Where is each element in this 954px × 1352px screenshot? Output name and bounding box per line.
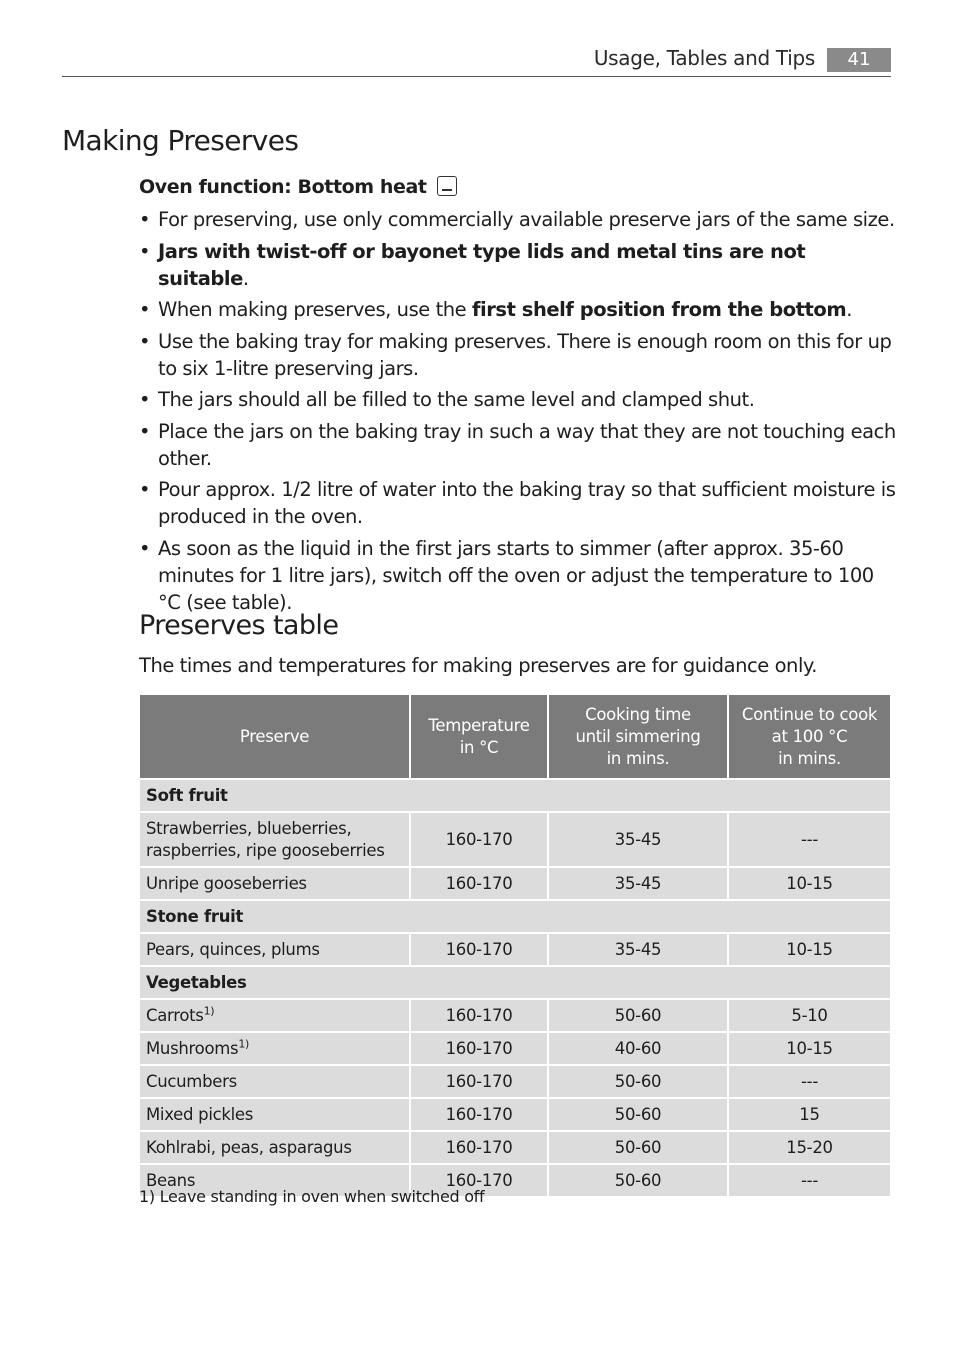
- cell-cook: 35-45: [548, 867, 728, 900]
- header-continue-cook: Continue to cook at 100 °C in mins.: [728, 694, 891, 779]
- bullet-item: [139, 386, 899, 413]
- table-row: [139, 933, 891, 966]
- cell-continue: 5-10: [728, 999, 891, 1032]
- bullet-bold-text: Jars with twist-off or bayonet type lids and metal tins are not suitable: [158, 239, 806, 290]
- cell-temp: 160-170: [410, 1164, 548, 1197]
- table-header-row: [139, 694, 891, 779]
- cell-temp: 160-170: [410, 1032, 548, 1065]
- header-cooking-time: Cooking time until simmering in mins.: [548, 694, 728, 779]
- bullet-bold-text: first shelf position from the bottom: [471, 298, 847, 321]
- cell-preserve: Pears, quinces, plums: [139, 933, 410, 966]
- cell-cook: 35-45: [548, 933, 728, 966]
- oven-function-heading: [139, 176, 457, 198]
- bullet-text: When making preserves, use the: [158, 298, 472, 321]
- table-row: [139, 1032, 891, 1065]
- cell-continue: ---: [728, 812, 891, 867]
- bullet-item: [139, 238, 899, 292]
- header-preserve: Preserve: [139, 694, 410, 779]
- cell-preserve: Unripe gooseberries: [139, 867, 410, 900]
- cell-cook: 50-60: [548, 1164, 728, 1197]
- cell-temp: 160-170: [410, 933, 548, 966]
- bullet-text: As soon as the liquid in the first jars starts to simmer (after approx. 35-60 minutes for 1 litre jars), switch off the oven or adjust the temperature to 100 °C (see table).: [158, 536, 874, 614]
- cell-temp: 160-170: [410, 1131, 548, 1164]
- bullet-text: The jars should all be filled to the same level and clamped shut.: [158, 388, 755, 411]
- bullet-text: Place the jars on the baking tray in such a way that they are not touching each other.: [158, 419, 896, 470]
- bottom-heat-icon: [437, 176, 457, 196]
- cell-cook: 50-60: [548, 1131, 728, 1164]
- bullet-item: [139, 328, 899, 382]
- header-temperature: Temperature in °C: [410, 694, 548, 779]
- cell-continue: 10-15: [728, 933, 891, 966]
- table-row: [139, 999, 891, 1032]
- cell-preserve: Carrots$^{1)}$: [139, 999, 410, 1032]
- cell-continue: 15-20: [728, 1131, 891, 1164]
- cell-preserve: Kohlrabi, peas, asparagus: [139, 1131, 410, 1164]
- category-soft-fruit: Soft fruit: [139, 779, 891, 812]
- cell-temp: 160-170: [410, 999, 548, 1032]
- category-stone-fruit: Stone fruit: [139, 900, 891, 933]
- cell-preserve: Mixed pickles: [139, 1098, 410, 1131]
- category-vegetables: Vegetables: [139, 966, 891, 999]
- cell-cook: 50-60: [548, 1065, 728, 1098]
- bullet-item: [139, 418, 899, 472]
- table-row: [139, 1098, 891, 1131]
- cell-continue: 10-15: [728, 867, 891, 900]
- section-name: Usage, Tables and Tips: [593, 46, 815, 70]
- cell-continue: 15: [728, 1098, 891, 1131]
- cell-cook: 50-60: [548, 999, 728, 1032]
- bullet-text: .: [242, 266, 249, 290]
- cell-temp: 160-170: [410, 1065, 548, 1098]
- cell-preserve: Strawberries, blueberries, raspberries, ripe gooseberries: [139, 812, 410, 867]
- table-title: Preserves table: [139, 610, 339, 641]
- cell-preserve: Beans: [139, 1164, 410, 1197]
- page-header: [62, 46, 891, 77]
- cell-preserve: Cucumbers: [139, 1065, 410, 1098]
- preserves-table: [138, 693, 892, 1198]
- cell-continue: 10-15: [728, 1032, 891, 1065]
- category-row: [139, 966, 891, 999]
- cell-continue: ---: [728, 1164, 891, 1197]
- bullet-item: [139, 476, 899, 530]
- footnote: 1) Leave standing in oven when switched off: [139, 1187, 485, 1206]
- page-number: 41: [827, 48, 891, 72]
- category-row: [139, 900, 891, 933]
- cell-continue: ---: [728, 1065, 891, 1098]
- table-intro: The times and temperatures for making preserves are for guidance only.: [139, 654, 817, 677]
- table-row: [139, 1065, 891, 1098]
- bullet-text: Pour approx. 1/2 litre of water into the baking tray so that sufficient moisture is produced in the oven.: [158, 478, 896, 528]
- bullet-item: [139, 535, 899, 616]
- category-row: [139, 779, 891, 812]
- bullet-text: .: [846, 298, 852, 321]
- cell-cook: 40-60: [548, 1032, 728, 1065]
- bullet-text: For preserving, use only commercially available preserve jars of the same size.: [158, 208, 895, 231]
- instruction-list: [139, 206, 899, 620]
- cell-cook: 35-45: [548, 812, 728, 867]
- page-title: Making Preserves: [62, 124, 299, 157]
- cell-temp: 160-170: [410, 1098, 548, 1131]
- bullet-text: Use the baking tray for making preserves. There is enough room on this for up to six 1-litre preserving jars.: [158, 329, 892, 380]
- bullet-item: [139, 206, 899, 233]
- table-row: [139, 867, 891, 900]
- cell-preserve: Mushrooms$^{1)}$: [139, 1032, 410, 1065]
- bullet-item: [139, 296, 899, 323]
- oven-function-label: Oven function: Bottom heat: [139, 176, 427, 198]
- cell-cook: 50-60: [548, 1098, 728, 1131]
- footnote-marker: 1): [203, 1004, 215, 1017]
- cell-temp: 160-170: [410, 812, 548, 867]
- table-row: [139, 1131, 891, 1164]
- table-row: [139, 812, 891, 867]
- cell-temp: 160-170: [410, 867, 548, 900]
- footnote-marker: 1): [238, 1037, 250, 1050]
